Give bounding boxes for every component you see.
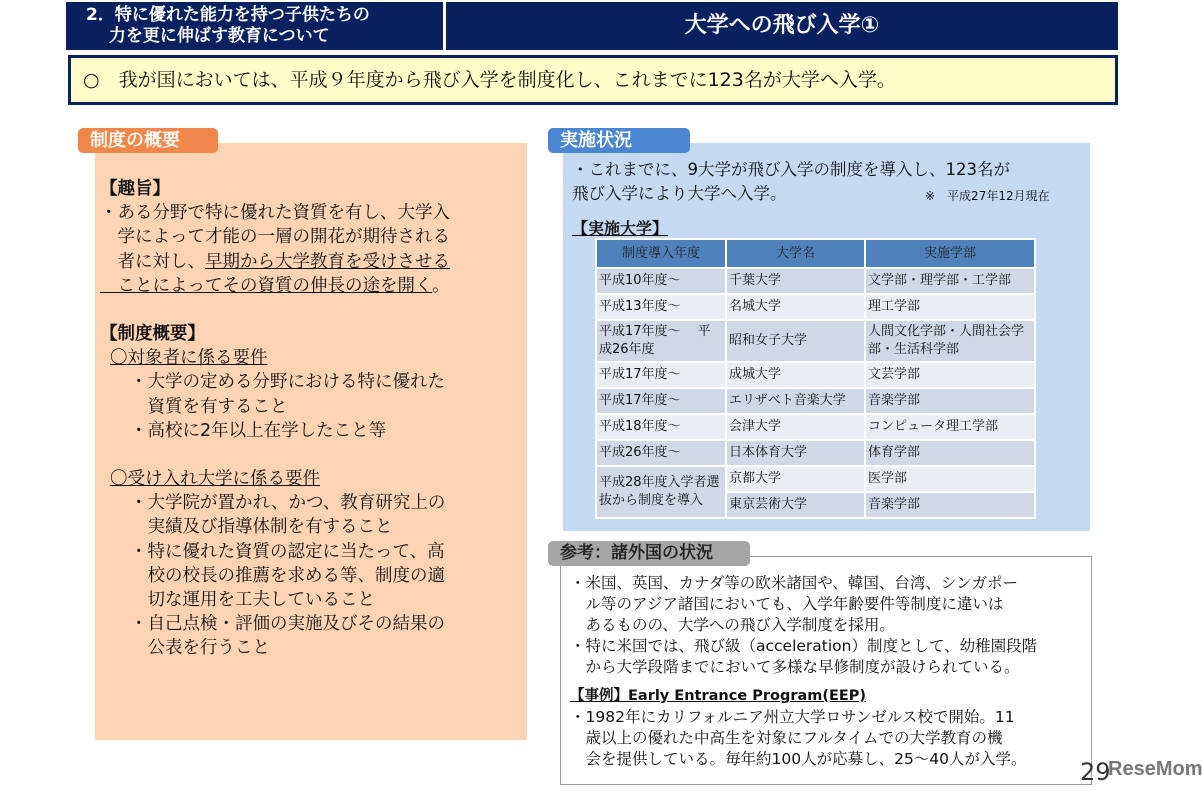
text-line: ル等のアジア諸国においても、入学年齢要件等制度に違いは	[570, 595, 1004, 613]
universities-table	[595, 238, 1036, 519]
table-cell: 平成26年度～	[596, 440, 726, 466]
universities-heading: 【実施大学】	[572, 219, 669, 238]
overview-text	[100, 177, 525, 661]
table-cell: 成城大学	[726, 362, 865, 388]
section-title-line: 2．特に優れた能力を持つ子供たちの	[86, 5, 370, 25]
case-heading: 【事例】Early Entrance Program(EEP)	[570, 688, 867, 704]
table-cell: 千葉大学	[726, 268, 865, 294]
table-cell: 昭和女子大学	[726, 320, 865, 362]
table-cell: 京都大学	[726, 466, 865, 492]
text-line: 公表を行うこと	[130, 638, 270, 659]
page-title: 大学への飛び入学①	[684, 13, 880, 38]
text-line: あるものの、大学への飛び入学制度を採用。	[570, 616, 895, 634]
text-line: ・大学院が置かれ、かつ、教育研究上の	[130, 493, 446, 514]
column-header: 大学名	[726, 239, 865, 268]
text-line: 飛び入学により大学へ入学。	[572, 184, 787, 203]
section-title	[66, 2, 443, 50]
column-header: 制度導入年度	[596, 239, 726, 268]
text-line: 実績及び指導体制を有すること	[130, 517, 393, 538]
text-line: から大学段階までにおいて多様な早修制度が設けられている。	[570, 658, 1020, 676]
text-line: 歳以上の優れた中高生を対象にフルタイムでの大学教育の機	[570, 729, 1003, 747]
table-cell: 平成17年度～	[596, 362, 726, 388]
resemom-logo: ReseMom	[1108, 758, 1202, 780]
target-heading: 〇対象者に係る要件	[110, 348, 268, 369]
university-heading: 〇受け入れ大学に係る要件	[110, 469, 320, 490]
text-line: ・これまでに、9大学が飛び入学の制度を導入し、123名が	[572, 160, 1010, 179]
table-cell: 医学部	[865, 466, 1035, 492]
text-line: 学によって才能の一層の開花が期待される	[100, 227, 450, 248]
table-row	[596, 414, 1035, 440]
foreign-tab: 参考：諸外国の状況	[548, 541, 750, 566]
text-line	[100, 250, 525, 274]
text-span: 者に対し、	[100, 251, 205, 272]
table-cell: 日本体育大学	[726, 440, 865, 466]
table-cell: 東京芸術大学	[726, 492, 865, 518]
table-row	[596, 320, 1035, 362]
table-cell: 平成17年度～	[596, 388, 726, 414]
table-cell: 理工学部	[865, 294, 1035, 320]
column-header: 実施学部	[865, 239, 1035, 268]
system-heading: 【制度概要】	[100, 324, 205, 345]
text-line: 切な運用を工夫していること	[130, 590, 375, 611]
table-cell: コンピュータ理工学部	[865, 414, 1035, 440]
text-line: ・ある分野で特に優れた資質を有し、大学入	[100, 203, 450, 224]
table-cell: 平成13年度～	[596, 294, 726, 320]
status-tab: 実施状況	[548, 128, 690, 153]
text-line: ・自己点検・評価の実施及びその結果の	[130, 614, 445, 635]
overview-tab: 制度の概要	[78, 128, 218, 153]
table-cell: 平成28年度入学者選抜から制度を導入	[596, 466, 726, 518]
text-span: 。	[432, 275, 450, 296]
underlined-text: ことによってその資質の伸長の途を開く	[100, 275, 433, 296]
table-cell: 平成17年度～ 平成26年度	[596, 320, 726, 362]
purpose-heading: 【趣旨】	[100, 179, 170, 199]
table-cell: 体育学部	[865, 440, 1035, 466]
foreign-text	[570, 573, 1037, 770]
as-of-note: ※ 平成27年12月現在	[925, 189, 1050, 203]
text-line: ・米国、英国、カナダ等の欧米諸国や、韓国、台湾、シンガポー	[570, 574, 1019, 592]
table-row	[596, 440, 1035, 466]
table-row	[596, 388, 1035, 414]
table-cell: 平成18年度～	[596, 414, 726, 440]
header-bar	[66, 2, 1118, 50]
table-cell: 文学部・理学部・工学部	[865, 268, 1035, 294]
summary-box: ○ 我が国においては、平成９年度から飛び入学を制度化し、これまでに123名が大学へ入学。	[68, 55, 1118, 105]
text-line: ・特に米国では、飛び級（acceleration）制度として、幼稚園段階	[570, 637, 1038, 655]
text-line: ・1982年にカリフォルニア州立大学ロサンゼルス校で開始。11	[570, 708, 1015, 726]
table-cell: エリザベト音楽大学	[726, 388, 865, 414]
table-cell: 平成10年度～	[596, 268, 726, 294]
text-line: ・特に優れた資質の認定に当たって、高	[130, 541, 445, 562]
text-line	[100, 274, 525, 298]
table-cell: 文芸学部	[865, 362, 1035, 388]
table-header	[596, 239, 1035, 268]
text-line: 会を提供している。毎年約100人が応募し、25～40人が入学。	[570, 750, 1027, 768]
table-cell: 音楽学部	[865, 388, 1035, 414]
table-cell: 会津大学	[726, 414, 865, 440]
page-number: 29	[1080, 758, 1111, 786]
text-line: ・高校に2年以上在学したこと等	[130, 420, 387, 441]
section-title-line: 力を更に伸ばす教育について	[86, 26, 330, 46]
table-row	[596, 362, 1035, 388]
underlined-text: 早期から大学教育を受けさせる	[205, 251, 450, 272]
table-row	[596, 268, 1035, 294]
table-cell: 音楽学部	[865, 492, 1035, 518]
table-cell: 名城大学	[726, 294, 865, 320]
text-line: 資質を有すること	[130, 396, 288, 417]
table-row	[596, 294, 1035, 320]
table-row	[596, 466, 1035, 492]
text-line: ・大学の定める分野における特に優れた	[130, 372, 445, 393]
text-line: 校の校長の推薦を求める等、制度の適	[130, 565, 445, 586]
table-cell: 人間文化学部・人間社会学部・生活科学部	[865, 320, 1035, 362]
